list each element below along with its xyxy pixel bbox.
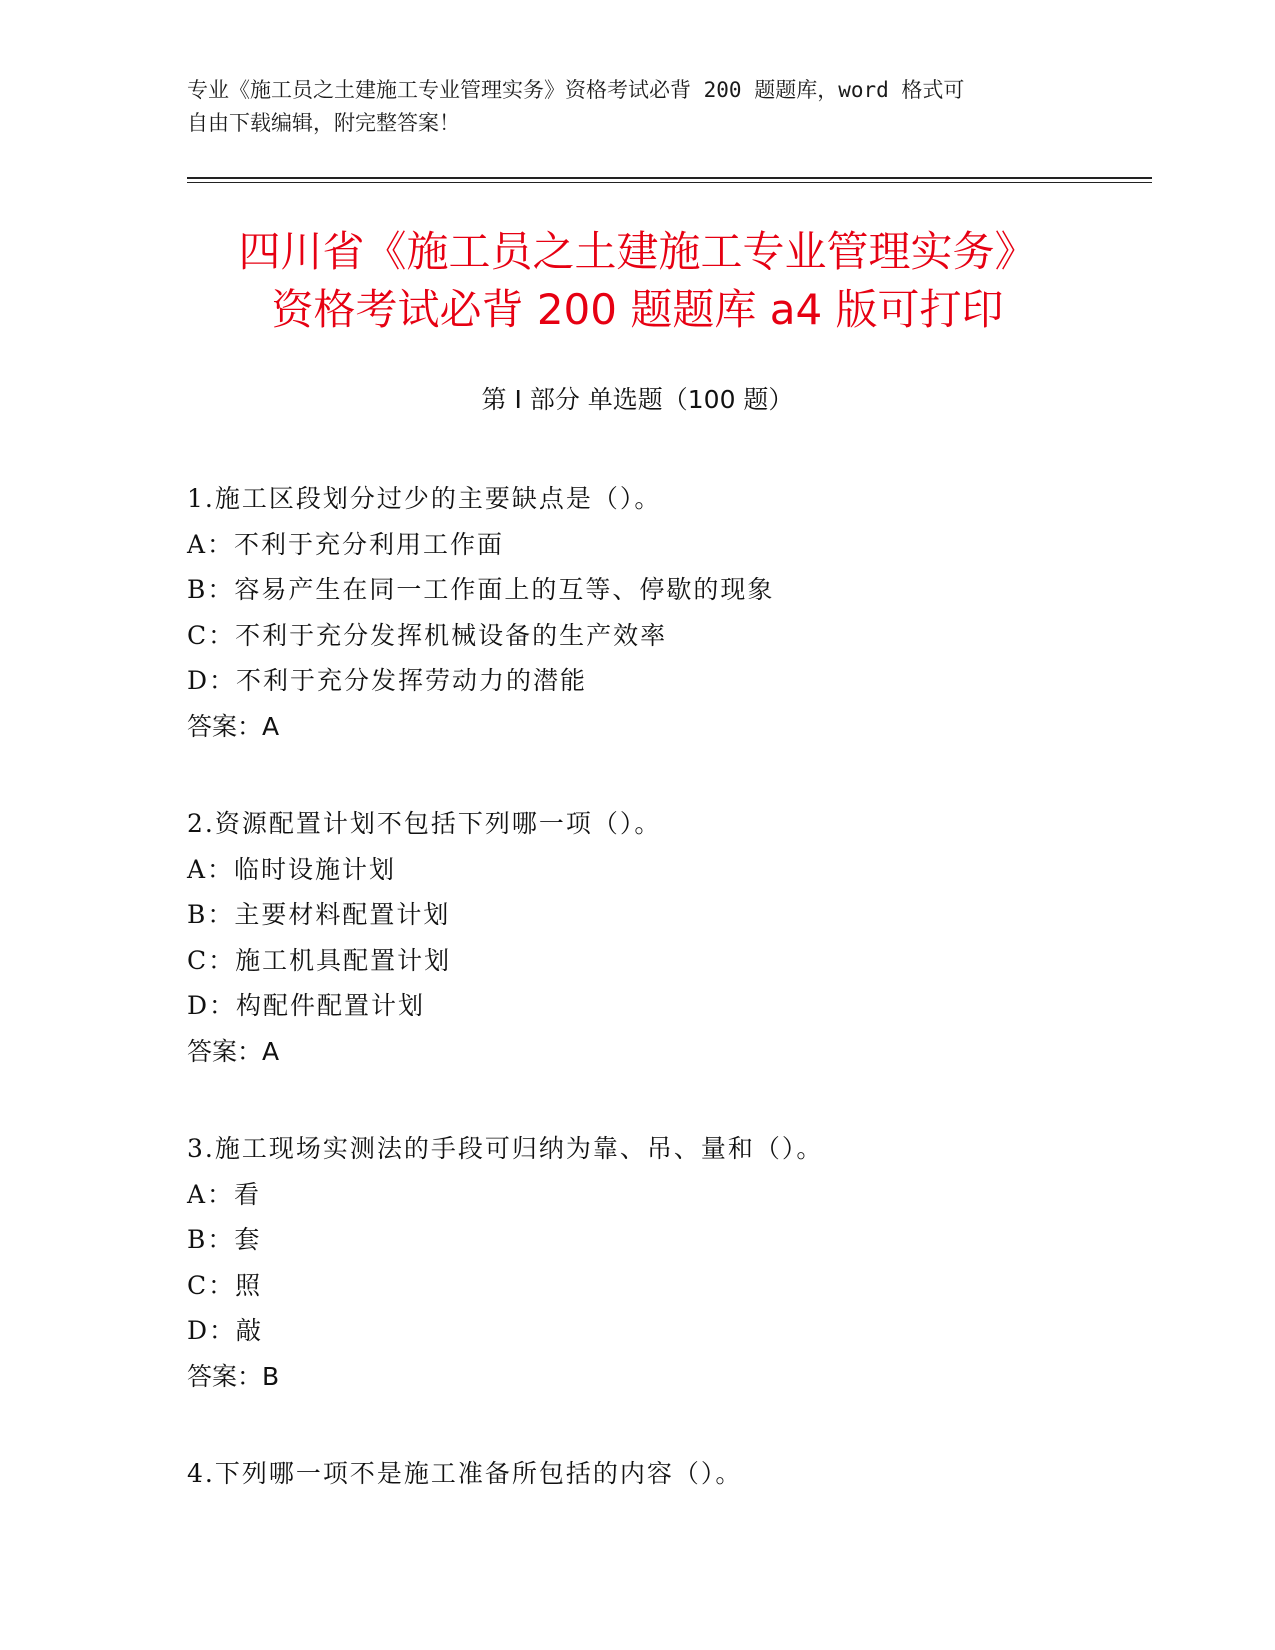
question-2 [187,801,1127,1074]
option-b: B：套 [187,1225,262,1254]
answer: 答案：A [187,711,280,741]
option-d: D：构配件配置计划 [187,991,426,1020]
document-title-line-1: 四川省《施工员之土建施工专业管理实务》 [238,227,1037,276]
header-note-line-1: 专业《施工员之土建施工专业管理实务》资格考试必背 200 题题库，word 格式可 [187,78,965,102]
document-title-line-2: 资格考试必背 200 题题库 a4 版可打印 [271,285,1004,334]
option-b: B：容易产生在同一工作面上的互等、停歇的现象 [187,575,775,604]
section-title: 第 I 部分 单选题（100 题） [481,385,794,414]
option-c: C：施工机具配置计划 [187,945,452,975]
option-a: A：不利于充分利用工作面 [187,529,505,559]
answer: 答案：B [187,1361,280,1391]
question-1 [187,476,1127,749]
option-d: D：敲 [187,1316,264,1345]
question-stem: 1.施工区段划分过少的主要缺点是（）。 [187,484,662,513]
option-a: A：临时设施计划 [187,854,397,884]
option-c: C：不利于充分发挥机械设备的生产效率 [187,620,668,650]
option-b: B：主要材料配置计划 [187,900,451,929]
document-title [150,223,1125,339]
header-note-line-2: 自由下载编辑，附完整答案！ [187,111,460,135]
option-c: C：照 [187,1270,263,1300]
answer: 答案：A [187,1036,280,1066]
option-a: A：看 [187,1179,262,1209]
question-list [187,476,1127,1549]
header-divider-thick [187,177,1152,179]
header-note [187,74,1067,140]
question-stem: 3.施工现场实测法的手段可归纳为靠、吊、量和（）。 [187,1134,824,1163]
question-stem: 2.资源配置计划不包括下列哪一项（）。 [187,809,662,838]
question-3 [187,1126,1127,1399]
option-d: D：不利于充分发挥劳动力的潜能 [187,666,588,695]
header-divider-thin [187,182,1152,183]
question-stem: 4.下列哪一项不是施工准备所包括的内容（）。 [187,1459,743,1488]
question-4 [187,1451,1127,1497]
